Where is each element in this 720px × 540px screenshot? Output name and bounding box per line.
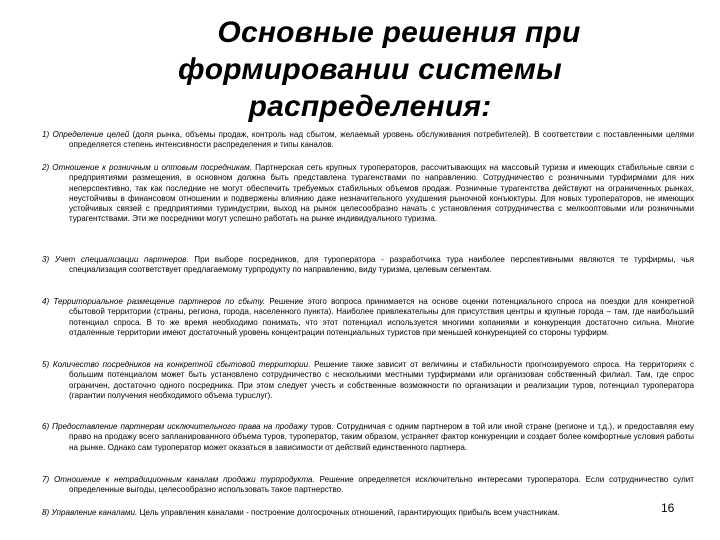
list-item-lead: 3) Учет специализации партнеров. <box>42 255 189 264</box>
list-item-lead: 8) Управление каналами. <box>42 508 138 517</box>
list-item <box>42 508 694 518</box>
list-item-text: (доля рынка, объемы продаж, контроль над сбытом, желаемый уровень обслуживания потребителей). В соответствии с поставленными целями определяется степень интенсивности распределения и типы каналов. <box>69 130 694 150</box>
list-item <box>42 130 694 151</box>
list-item <box>42 360 694 401</box>
slide-title-line-2: формировании системы <box>178 53 562 86</box>
list-item-text: туров. Сотрудничая с одним партнером в той или иной стране (регионе и т.д.), и предоставляя ему право на продажу всего запланированного объема туров, туроператор, таким образом, устраняет фактор конкуренции и создает более комфортные условия работы на рынке. Однако сам туроператор может оказаться в зависимости от действий единственного партнера. <box>69 422 694 452</box>
slide-title-line-3: распределения: <box>248 90 492 123</box>
list-item-lead: 6) Предоставление партнерам исключительного права на продажу <box>42 422 308 431</box>
slide-title <box>130 14 610 125</box>
list-item-text: Решение этого вопроса принимается на основе оценки потенциального спроса на поездки для конкретной сбытовой территории (страны, региона, города, населенного пункта). Наиболее привлекательны для присутствия центры и крупные города – там, где наибольший потенциал спроса. В то же время необходимо понимать, что этот потенциал используется многими копаниями и конкуренция достаточно сильна. Многие отдаленные территории имеют достаточный уровень концентрации потенциальных туристов при меньшей конкуренцией со стороны турфирм. <box>69 297 694 337</box>
list-item <box>42 422 694 453</box>
list-item <box>42 475 694 496</box>
list-item-text: Партнерская сеть крупных туроператоров, рассчитывающих на массовый туризм и имеющих стабильные связи с предприятиями размещения, в основном должна быть представлена турагенствами по направлению. Сотрудничество с розничными турфирмами для них неперспективно, так как последние не могут обеспечить требуемых стабильных объемов продаж. Розничные турагентства действуют на ограниченных рынках, неустойчивы в финансовом отношении и подвержены влиянию даже незначительного ухудшения рыночной конъюктуры. Для новых туроператоров, не имеющих устойчивых связей с предприятиями туриндустрии, выход на рынок целесообразно начать с установления сотрудничества с мелкооптовыми или розничными турагентствами. Эти же посредники могут успешно работать на рынке индивидуального туризма. <box>69 163 694 224</box>
list-item <box>42 255 694 276</box>
list-item-lead: 1) Определение целей <box>42 130 130 139</box>
list-item <box>42 297 694 338</box>
list-item-lead: 7) Отношение к нетрадиционным каналам продажи турпродукта. <box>42 475 315 484</box>
list-item-text: Решение также зависит от величины и стабильности прогнозируемого спроса. На территориях с большим потенциалом может быть установлено сотрудничество с несколькими местными турфирмами или организован собственный филиал. Там, где спрос ограничен, достаточно одного посредника. При этом следует учесть и собственные возможности по организации и реализации туров, потенциал туроператора (гарантии получения необходимого объема турuслуг). <box>69 360 694 400</box>
page-number: 16 <box>661 501 675 515</box>
list-item-lead: 5) Количество посредников на конкретной сбытовой территории. <box>42 360 311 369</box>
slide-title-line-1: Основные решения при <box>217 16 581 49</box>
list-item-lead: 4) Территориальное размещение партнеров по сбыту. <box>42 297 266 306</box>
list-item-text: Решение определяется исключительно интересами туроператора. Если сотрудничество сулит определенные выгоды, целесообразно использовать такое партнерство. <box>69 475 694 495</box>
list-item <box>42 163 694 225</box>
list-item-text: Цель управления каналами - построение долгосрочных отношений, гарантирующих прибыль всем участникам. <box>137 508 560 517</box>
list-item-text: При выборе посредников, для туроператора - разработчика тура наиболее перспективными являются те турфирмы, чья специализация соответствует предлагаемому турпродукту по направлению, виду туризма, целевым сегментам. <box>69 255 695 275</box>
list-item-lead: 2) Отношение к розничным и оптовым посредникам. <box>42 163 252 172</box>
